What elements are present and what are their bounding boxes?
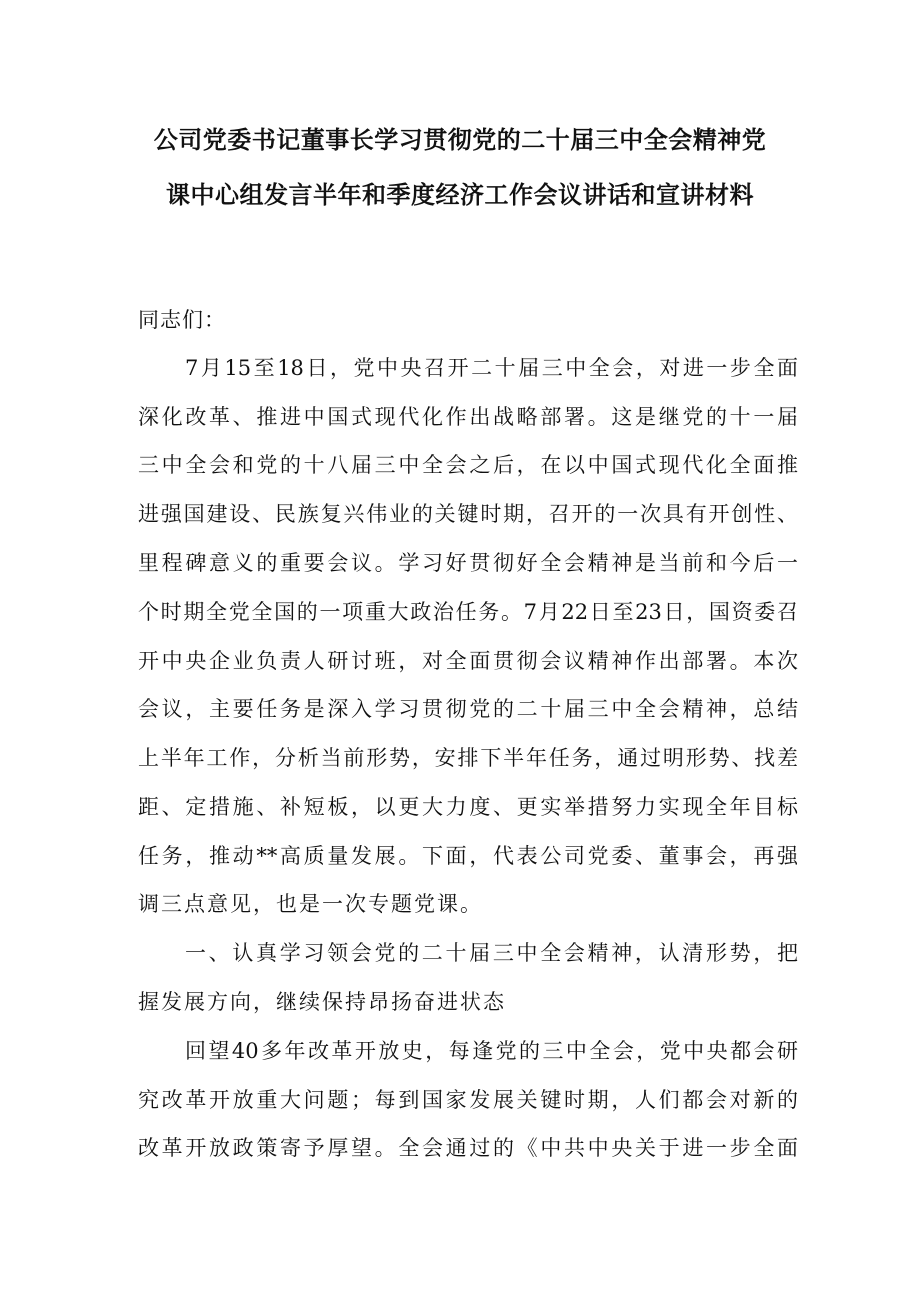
section-heading-1-line: 握发展方向，继续保持昂扬奋进状态	[138, 990, 506, 1014]
paragraph-2-line: 回望40多年改革开放史，每逢党的三中全会，党中央都会研	[185, 1039, 798, 1063]
paragraph-1-line: 深化改革、推进中国式现代化作出战略部署。这是继党的十一届	[138, 405, 798, 429]
paragraph-1-line: 三中全会和党的十八届三中全会之后，在以中国式现代化全面推	[138, 453, 798, 477]
salutation: 同志们：	[138, 308, 226, 332]
paragraph-1-line: 里程碑意义的重要会议。学习好贯彻好全会精神是当前和今后一	[138, 551, 798, 575]
paragraph-1-line: 7月15至18日，党中央召开二十届三中全会，对进一步全面	[185, 356, 798, 380]
paragraph-2-line: 究改革开放重大问题；每到国家发展关键时期，人们都会对新的	[138, 1088, 798, 1112]
document-title-line-1: 公司党委书记董事长学习贯彻党的二十届三中全会精神党	[153, 126, 767, 154]
paragraph-1-line: 会议，主要任务是深入学习贯彻党的二十届三中全会精神，总结	[138, 697, 798, 721]
section-heading-1-line: 一、认真学习领会党的二十届三中全会精神，认清形势，把	[185, 941, 798, 965]
paragraph-1-line: 任务，推动**高质量发展。下面，代表公司党委、董事会，再强	[138, 844, 798, 868]
paragraph-1-line: 进强国建设、民族复兴伟业的关键时期，召开的一次具有开创性、	[138, 502, 798, 526]
paragraph-1-line: 上半年工作，分析当前形势，安排下半年任务，通过明形势、找差	[138, 746, 798, 770]
paragraph-2-line: 改革开放政策寄予厚望。全会通过的《中共中央关于进一步全面	[138, 1136, 798, 1160]
paragraph-1-line: 开中央企业负责人研讨班，对全面贯彻会议精神作出部署。本次	[138, 649, 798, 673]
document-title-line-2: 课中心组发言半年和季度经济工作会议讲话和宣讲材料	[166, 181, 754, 209]
paragraph-1-line: 距、定措施、补短板，以更大力度、更实举措努力实现全年目标	[138, 795, 798, 819]
paragraph-1-line: 调三点意见，也是一次专题党课。	[138, 892, 483, 916]
paragraph-1-line: 个时期全党全国的一项重大政治任务。7月22日至23日，国资委召	[138, 600, 798, 624]
